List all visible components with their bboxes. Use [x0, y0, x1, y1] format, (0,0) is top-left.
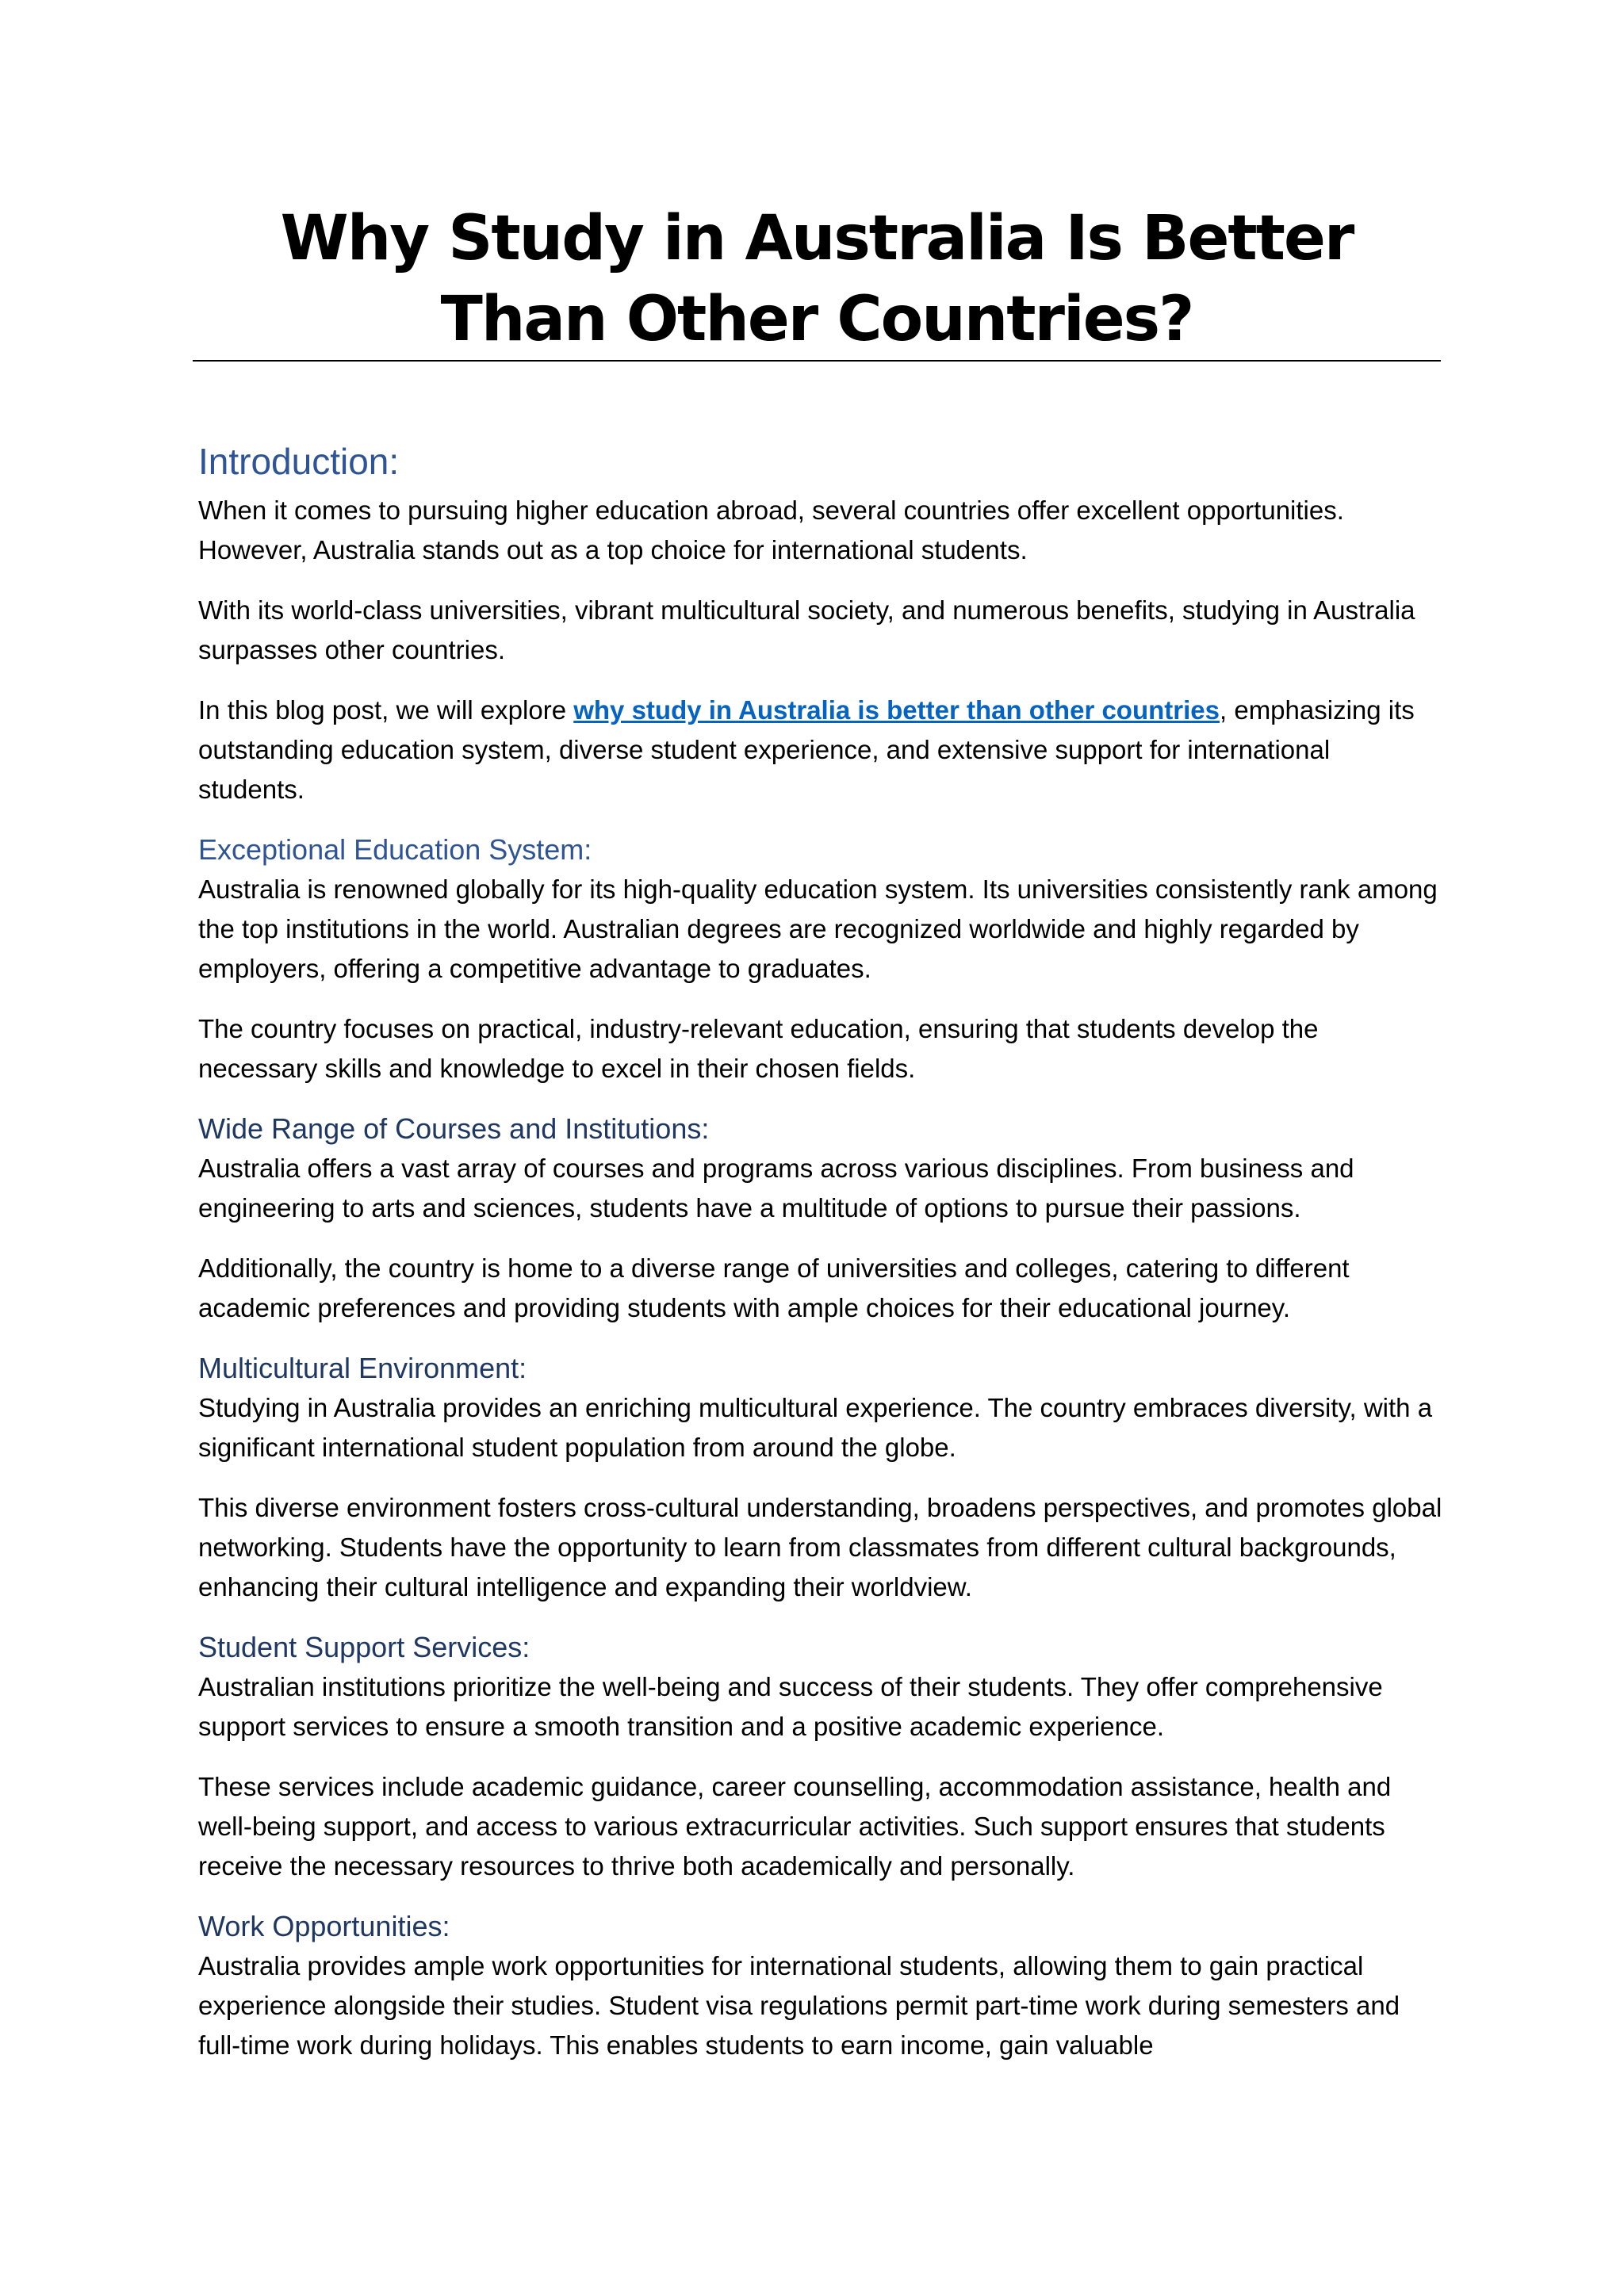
- section-heading-courses: Wide Range of Courses and Institutions:: [198, 1112, 710, 1145]
- intro-paragraph-3-end: , emphasizing its outstanding education system, diverse student experience, and extensive support for international students.: [198, 695, 1415, 804]
- section-heading-support: Student Support Services:: [198, 1631, 530, 1663]
- section-paragraph: These services include academic guidance, career counselling, accommodation assistance, health and well-being support, and access to various extracurricular activities. Such support ensures that students receive the necessary resources to thrive both academically and personally.: [198, 1772, 1392, 1881]
- section-heading-work: Work Opportunities:: [198, 1910, 450, 1942]
- section-paragraph: This diverse environment fosters cross-cultural understanding, broadens perspectives, and promotes global networking. Students have the opportunity to learn from classmates from different cultural backgrounds, enhancing their cultural intelligence and expanding their worldview.: [198, 1493, 1442, 1601]
- document-body: [198, 432, 1443, 2086]
- section-paragraph: Australian institutions prioritize the well-being and success of their students. They offer comprehensive support services to ensure a smooth transition and a positive academic experience.: [198, 1672, 1383, 1741]
- intro-paragraph-2: With its world-class universities, vibrant multicultural society, and numerous benefits, studying in Australia surpasses other countries.: [198, 595, 1415, 664]
- title-divider: [193, 360, 1441, 362]
- intro-paragraph-1: When it comes to pursuing higher education abroad, several countries offer excellent opportunities. However, Australia stands out as a top choice for international students.: [198, 496, 1344, 564]
- section-heading-education: Exceptional Education System:: [198, 833, 592, 866]
- section-paragraph: The country focuses on practical, industry-relevant education, ensuring that students develop the necessary skills and knowledge to excel in their chosen fields.: [198, 1014, 1319, 1083]
- section-paragraph: Australia offers a vast array of courses and programs across various disciplines. From business and engineering to arts and sciences, students have a multitude of options to pursue their passions.: [198, 1154, 1354, 1223]
- intro-paragraph-3-start: In this blog post, we will explore: [198, 695, 574, 725]
- section-paragraph: Studying in Australia provides an enriching multicultural experience. The country embraces diversity, with a significant international student population from around the globe.: [198, 1393, 1433, 1462]
- section-paragraph: Australia is renowned globally for its high-quality education system. Its universities consistently rank among the top institutions in the world. Australian degrees are recognized worldwide and highly regarded by employers, offering a competitive advantage to graduates.: [198, 874, 1438, 983]
- title-block: [193, 198, 1441, 360]
- article-link[interactable]: why study in Australia is better than other countries: [573, 695, 1220, 725]
- section-heading-multicultural: Multicultural Environment:: [198, 1352, 527, 1384]
- section-paragraph: Australia provides ample work opportunities for international students, allowing them to gain practical experience alongside their studies. Student visa regulations permit part-time work during semesters and full-time work during holidays. This enables students to earn income, gain valuable: [198, 1951, 1400, 2060]
- intro-paragraph-3: [198, 691, 1443, 809]
- section-paragraph: Additionally, the country is home to a diverse range of universities and colleges, catering to different academic preferences and providing students with ample choices for their educational journey.: [198, 1253, 1350, 1322]
- intro-heading: Introduction:: [198, 441, 400, 482]
- page-title: Why Study in Australia Is Better Than Other Countries?: [280, 203, 1354, 355]
